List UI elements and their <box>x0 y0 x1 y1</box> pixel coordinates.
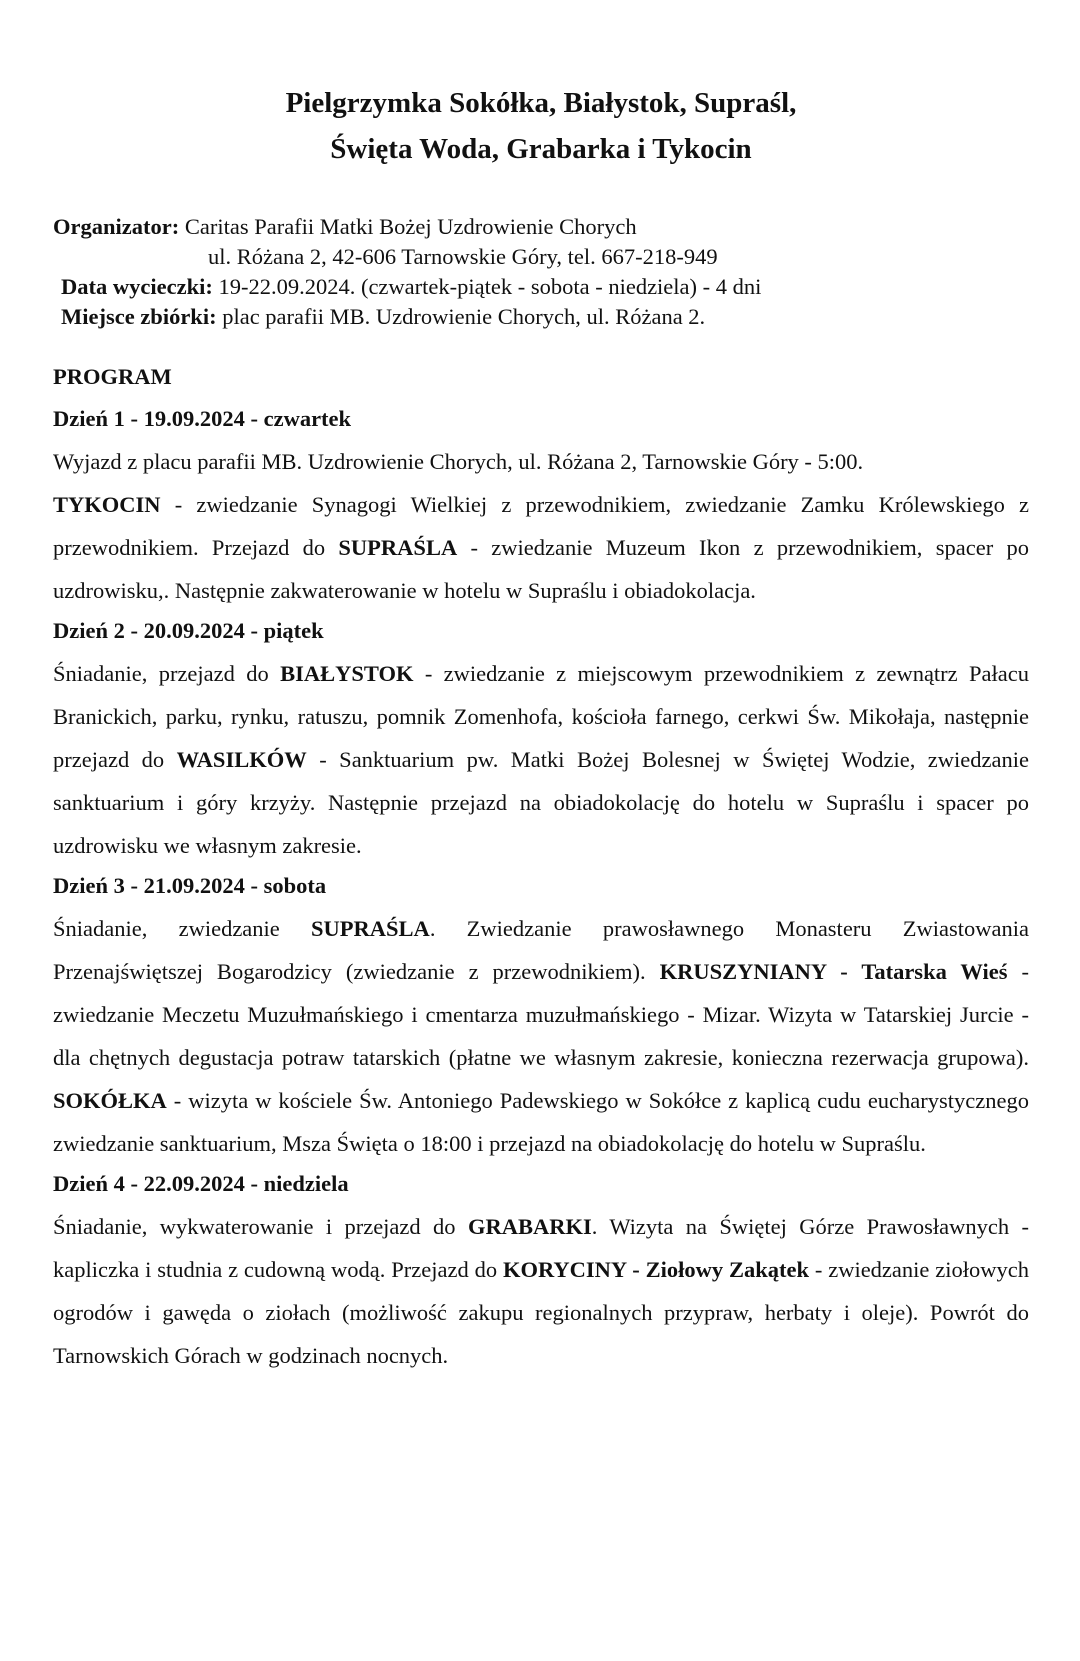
place-name: BIAŁYSTOK <box>280 661 414 686</box>
day-2-description <box>53 652 1029 867</box>
place-name: SUPRAŚLA <box>311 916 430 941</box>
trip-date-row <box>53 272 1029 302</box>
day-text-segment: - Sanktuarium pw. Matki Bożej Bolesnej w Świętej Wodzie, zwiedzanie sanktuarium i góry krzyży. Następnie przejazd na obiadokolację do hotelu w Supraślu i spacer po uzdrowisku we własnym zakresie. <box>53 747 1029 858</box>
organizer-row <box>53 212 1029 242</box>
trip-date-value: 19-22.09.2024. (czwartek-piątek - sobota - niedziela) - 4 dni <box>218 274 762 299</box>
day-text-segment: Śniadanie, przejazd do <box>53 661 281 686</box>
organizer-name: Caritas Parafii Matki Bożej Uzdrowienie Chorych <box>184 214 637 239</box>
day-text-segment: Śniadanie, wykwaterowanie i przejazd do <box>53 1214 468 1239</box>
day-text-segment: Śniadanie, zwiedzanie <box>53 916 312 941</box>
day-text-segment: - zwiedzanie z miejscowym przewodnikiem z zewnątrz Pałacu Branickich, parku, rynku, ratuszu, pomnik Zomenhofa, kościoła farnego, cerkwi Św. Mikołaja, następnie przejazd do <box>53 661 1029 772</box>
organizer-label: Organizator: <box>53 214 180 239</box>
trip-date-label: Data wycieczki: <box>61 274 213 299</box>
trip-info <box>53 212 1029 332</box>
day-text-segment: - zwiedzanie Muzeum Ikon z przewodnikiem, spacer po uzdrowisku,. Następnie zakwaterowanie w hotelu w Supraślu i obiadokolacja. <box>53 535 1029 603</box>
day-text-segment: . Zwiedzanie prawosławnego Monasteru Zwiastowania Przenajświętszej Bogarodzicy (zwiedzanie z przewodnikiem). <box>53 916 1029 984</box>
day-2-heading: Dzień 2 - 20.09.2024 - piątek <box>53 618 324 643</box>
day-text-segment: - zwiedzanie Synagogi Wielkiej z przewodnikiem, zwiedzanie Zamku Królewskiego z przewodnikiem. Przejazd do <box>53 492 1029 560</box>
meeting-place-row <box>53 302 1029 332</box>
day-1-departure: Wyjazd z placu parafii MB. Uzdrowienie Chorych, ul. Różana 2, Tarnowskie Góry - 5:00. <box>53 449 864 474</box>
title-line-2: Święta Woda, Grabarka i Tykocin <box>330 133 752 165</box>
day-text-segment: - zwiedzanie ziołowych ogrodów i gawęda o ziołach (możliwość zakupu regionalnych przypraw, herbaty i oleje). Powrót do Tarnowskich Górach w godzinach nocnych. <box>53 1257 1029 1368</box>
place-name: SUPRAŚLA <box>338 535 458 560</box>
place-name: KORYCINY - Ziołowy Zakątek <box>502 1257 809 1282</box>
day-text-segment: . Wizyta na Świętej Górze Prawosławnych - kapliczka i studnia z cudowną wodą. Przejazd do <box>53 1214 1030 1282</box>
day-4-heading: Dzień 4 - 22.09.2024 - niedziela <box>53 1171 349 1196</box>
day-4-description <box>53 1205 1029 1377</box>
day-1-description <box>53 483 1029 612</box>
meeting-place-label: Miejsce zbiórki: <box>61 304 217 329</box>
day-3-description <box>53 907 1029 1165</box>
place-name: TYKOCIN <box>53 492 161 517</box>
document-title <box>53 80 1029 172</box>
title-line-1: Pielgrzymka Sokółka, Białystok, Supraśl, <box>285 87 797 119</box>
program-heading: PROGRAM <box>53 364 172 389</box>
day-3-heading: Dzień 3 - 21.09.2024 - sobota <box>53 873 327 898</box>
place-name: WASILKÓW <box>176 747 307 772</box>
meeting-place-value: plac parafii MB. Uzdrowienie Chorych, ul. Różana 2. <box>222 304 706 329</box>
day-text-segment: - wizyta w kościele Św. Antoniego Padewskiego w Sokółce z kaplicą cudu eucharystycznego zwiedzanie sanktuarium, Msza Święta o 18:00 i przejazd na obiadokolację do hotelu w Supraślu. <box>53 1088 1029 1156</box>
organizer-address: ul. Różana 2, 42-606 Tarnowskie Góry, tel. 667-218-949 <box>208 244 718 269</box>
place-name: GRABARKI <box>467 1214 592 1239</box>
day-text-segment: - zwiedzanie Meczetu Muzułmańskiego i cmentarza muzułmańskiego - Mizar. Wizyta w Tatarskiej Jurcie - dla chętnych degustacja potraw tatarskich (płatne we własnym zakresie, konieczna rezerwacja grupowa). <box>53 959 1030 1070</box>
place-name: KRUSZYNIANY - Tatarska Wieś <box>659 959 1008 984</box>
document-page <box>53 80 1029 1381</box>
day-1-heading: Dzień 1 - 19.09.2024 - czwartek <box>53 406 352 431</box>
place-name: SOKÓŁKA <box>53 1088 167 1113</box>
